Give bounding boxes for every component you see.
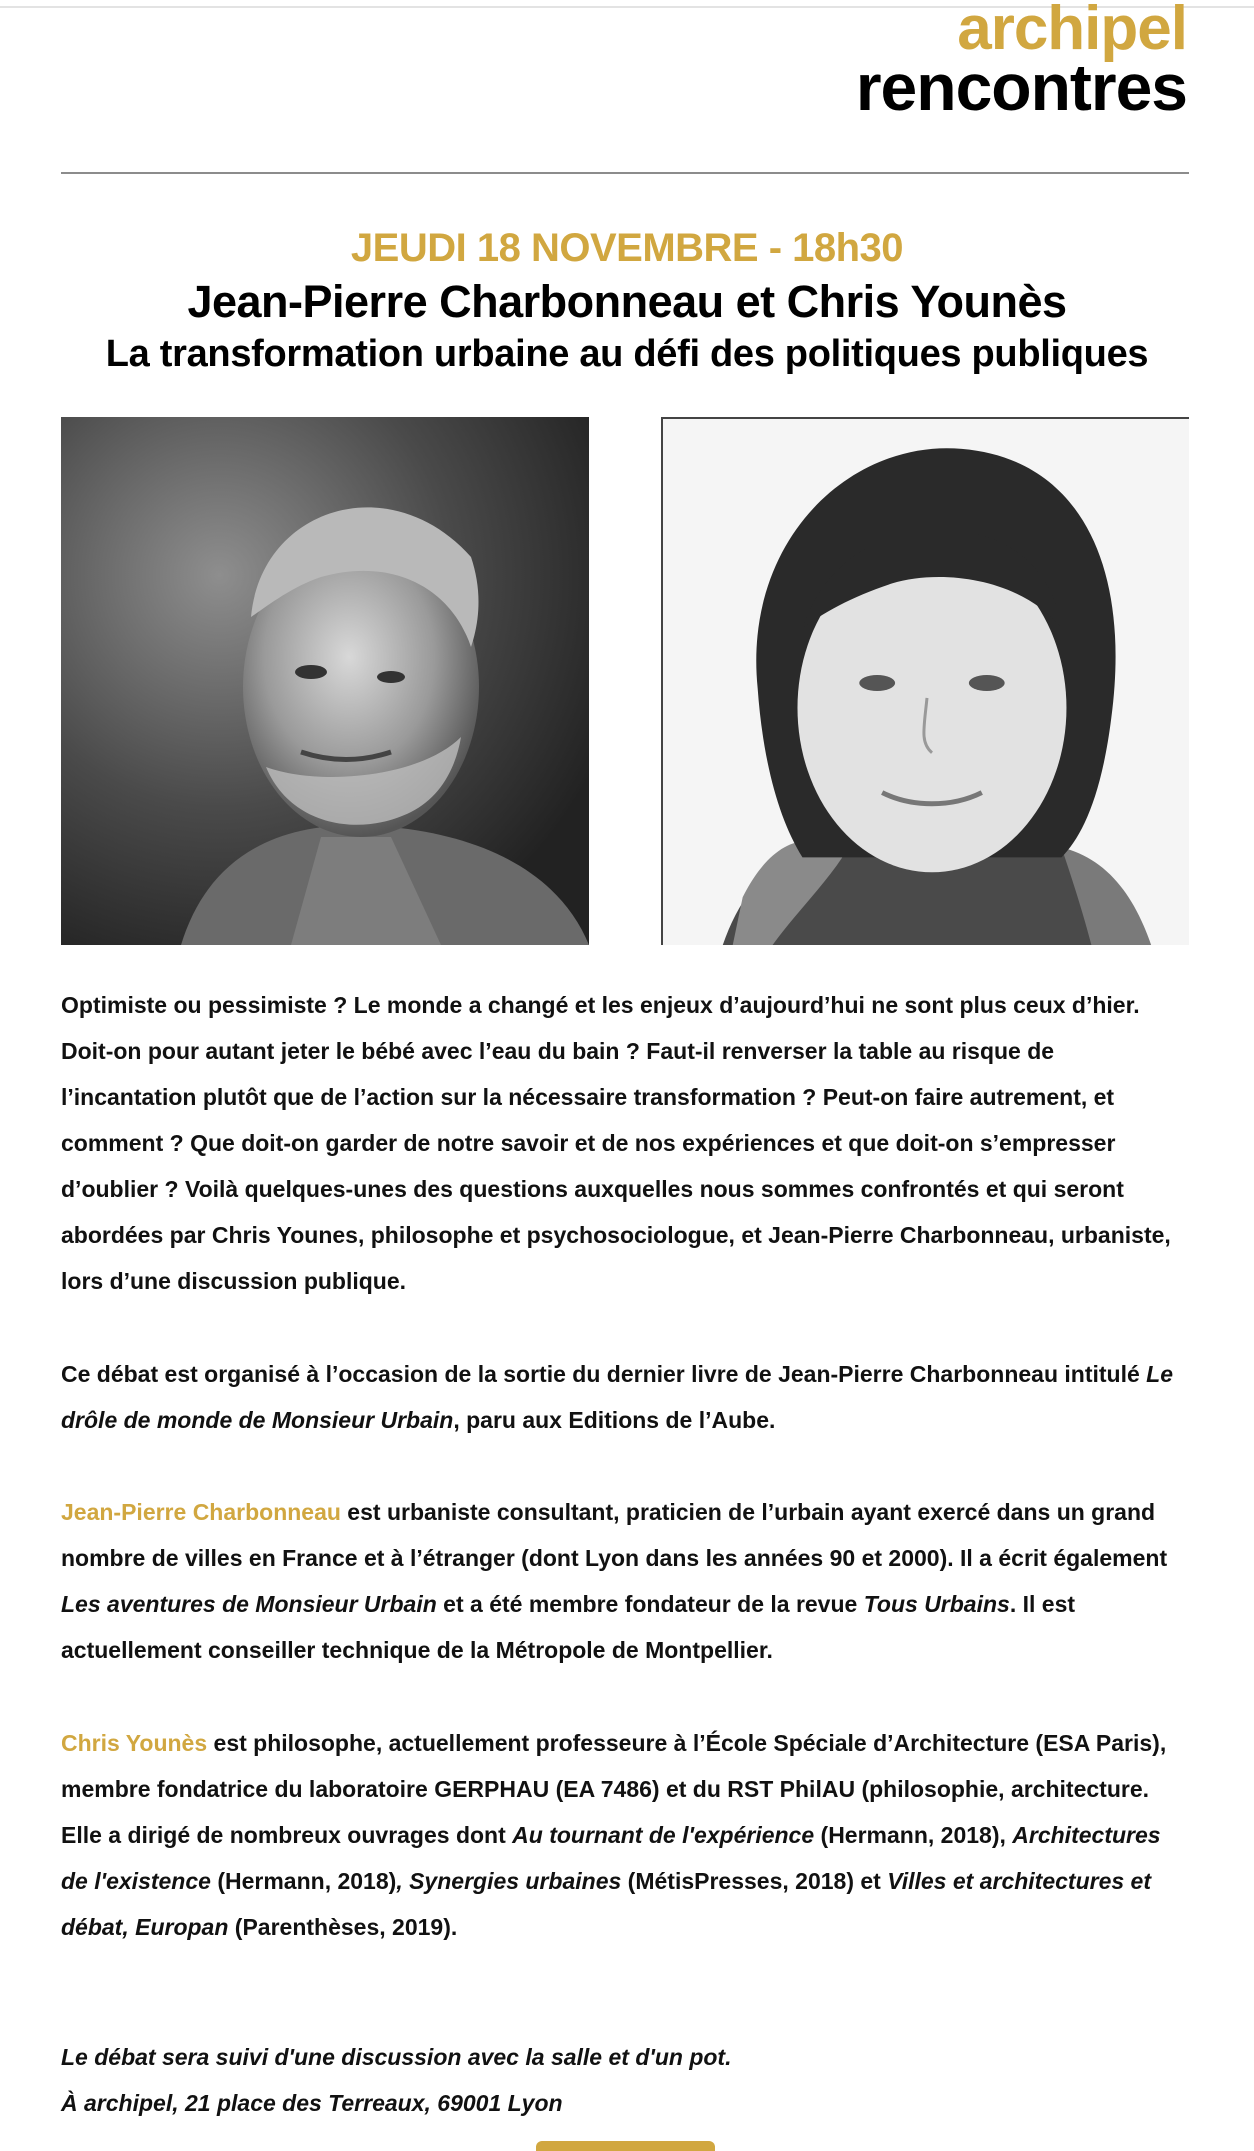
book-text-after: , paru aux Editions de l’Aube. [453, 1407, 776, 1433]
archipel-logo[interactable] [855, 0, 1187, 124]
footer-info [61, 2034, 1191, 2126]
portrait-jpc-illustration [61, 417, 589, 945]
bio-cy-book-1: Au tournant de l'expérience [512, 1822, 815, 1848]
bio-jpc-book-1: Les aventures de Monsieur Urbain [61, 1591, 437, 1617]
bio-jpc-book-2: Tous Urbains [863, 1591, 1010, 1617]
bio-cy-book-4: Villes et architectures et débat, Europan [61, 1868, 1152, 1940]
bio-cy-text-3: (Hermann, 2018) [210, 1868, 397, 1894]
bio-jpc-text-1: est urbaniste consultant, praticien de l’urbain ayant exercé dans un grand nombre de villes en France et à l’étranger (dont Lyon dans les années 90 et 2000). Il a écrit également [61, 1499, 1168, 1571]
header-divider [61, 172, 1189, 174]
bio-jean-pierre-charbonneau [61, 1489, 1191, 1673]
intro-paragraph: Optimiste ou pessimiste ? Le monde a changé et les enjeux d’aujourd’hui ne sont plus ceux d’hier. Doit-on pour autant jeter le bébé avec l’eau du bain ? Faut-il renverser la table au risque de l’incantation plutôt que de l’action sur la nécessaire transformation ? Peut-on faire autrement, et comment ? Que doit-on garder de notre savoir et de nos expériences et que doit-on s’empresser d’oublier ? Voilà quelques-unes des questions auxquelles nous sommes confrontés et qui seront abordées par Chris Younes, philosophe et psychosociologue, et Jean-Pierre Charbonneau, urbaniste, lors d’une discussion publique. [61, 992, 1171, 1294]
bio-chris-younes [61, 1720, 1191, 1950]
event-title: La transformation urbaine au défi des politiques publiques [105, 333, 1149, 375]
bio-jpc-name-link[interactable]: Jean-Pierre Charbonneau [61, 1499, 341, 1525]
bio-cy-book-2: Architectures de l'existence [61, 1822, 1161, 1894]
register-button[interactable] [536, 2141, 715, 2151]
footer-line-discussion: Le débat sera suivi d'une discussion avec la salle et d'un pot. [61, 2044, 732, 2070]
bio-cy-text-5: (Parenthèses, 2019). [228, 1914, 458, 1940]
book-paragraph [61, 1351, 1191, 1443]
book-text-before: Ce débat est organisé à l’occasion de la sortie du dernier livre de Jean-Pierre Charbonneau intitulé [61, 1361, 1147, 1387]
portrait-jean-pierre-charbonneau [61, 417, 589, 945]
bio-cy-name-link[interactable]: Chris Younès [61, 1730, 208, 1756]
portrait-cy-illustration [663, 419, 1189, 945]
event-speakers: Jean-Pierre Charbonneau et Chris Younès [187, 276, 1067, 327]
logo-line-rencontres: rencontres [855, 50, 1187, 124]
book-title: Le drôle de monde de Monsieur Urbain [61, 1361, 1173, 1433]
bio-cy-book-3: , Synergies urbaines [396, 1868, 622, 1894]
portrait-chris-younes [661, 417, 1189, 945]
bio-cy-text-4: (MétisPresses, 2018) et [621, 1868, 888, 1894]
bio-cy-text-1: est philosophe, actuellement professeure à l’École Spéciale d’Architecture (ESA Paris), membre fondatrice du laboratoire GERPHAU (EA 7486) et du RST PhilAU (philosophie, architecture. Elle a dirigé de nombreux ouvrages dont [61, 1730, 1167, 1848]
logo-line-archipel: archipel [957, 0, 1187, 63]
bio-jpc-text-3: . Il est actuellement conseiller technique de la Métropole de Montpellier. [61, 1591, 1076, 1663]
event-date: JEUDI 18 NOVEMBRE - 18h30 [350, 226, 904, 270]
bio-cy-text-2: (Hermann, 2018), [814, 1822, 1013, 1848]
bio-jpc-text-2: et a été membre fondateur de la revue [436, 1591, 864, 1617]
footer-line-address: À archipel, 21 place des Terreaux, 69001 Lyon [61, 2090, 563, 2116]
